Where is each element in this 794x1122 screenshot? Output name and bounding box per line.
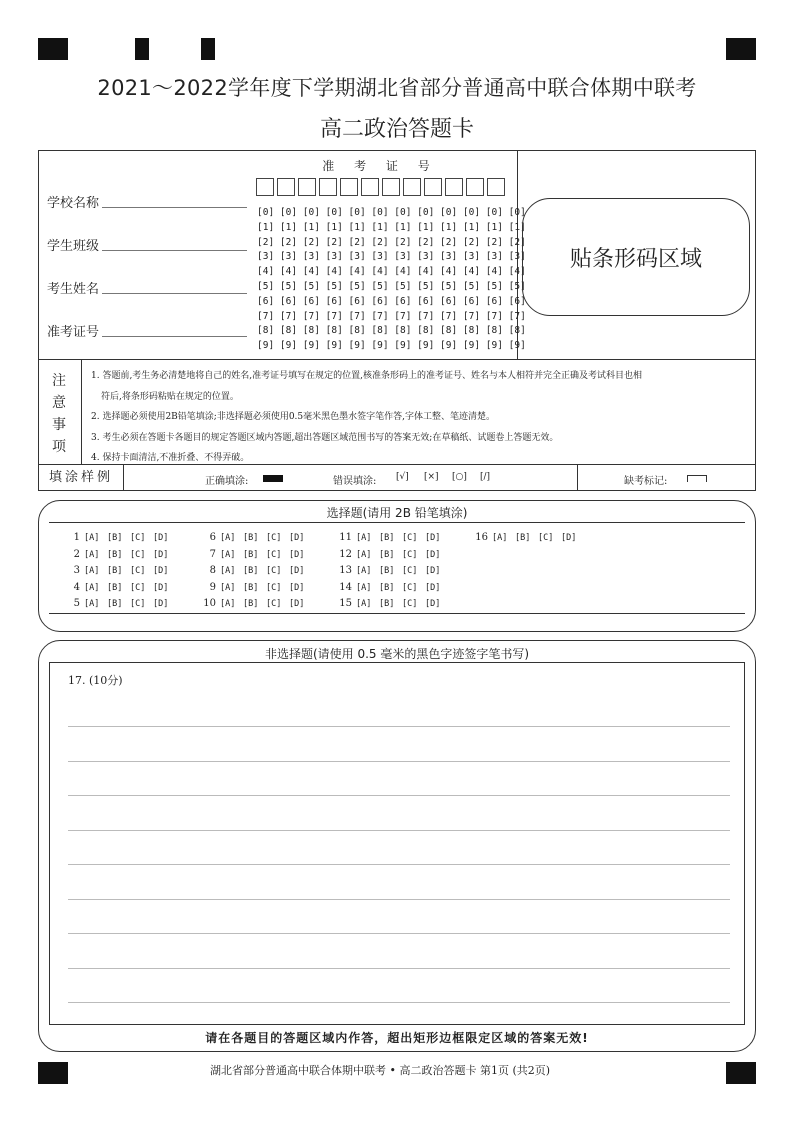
answer-bubble[interactable]: [C] — [538, 533, 554, 543]
absent-mark-label: 缺考标记: — [624, 476, 668, 487]
notice-item: 符后,将条形码粘贴在规定的位置。 — [101, 391, 239, 402]
answer-bubble[interactable]: [D] — [289, 533, 305, 543]
answer-bubble[interactable]: [D] — [153, 599, 169, 609]
answer-bubble[interactable]: [B] — [107, 533, 123, 543]
digit-bubble-row[interactable]: [2] [2] [2] [2] [2] [2] [2] [2] [2] [2] [2] [2] — [257, 236, 526, 248]
absent-mark-box[interactable] — [687, 475, 707, 482]
mcq-question[interactable] — [338, 530, 448, 547]
question-number: 10 — [203, 598, 216, 609]
answer-line[interactable] — [68, 968, 730, 969]
mcq-question[interactable] — [202, 547, 312, 564]
registration-mark — [135, 38, 149, 60]
answer-bubble[interactable]: [C] — [402, 533, 418, 543]
answer-bubble[interactable]: [A] — [84, 566, 100, 576]
answer-bubble[interactable]: [C] — [402, 582, 418, 593]
correct-fill-label: 正确填涂: — [205, 476, 249, 487]
answer-bubble[interactable]: [D] — [153, 582, 169, 593]
answer-bubble[interactable]: [C] — [402, 549, 418, 560]
answer-bubble[interactable]: [D] — [289, 549, 305, 560]
wrong-fill-sample: [×] — [424, 472, 439, 482]
answer-line[interactable] — [68, 726, 730, 727]
class-label: 学生班级 — [47, 239, 100, 254]
registration-mark — [38, 1062, 68, 1084]
answer-bubble[interactable]: [C] — [266, 533, 282, 543]
answer-bubble[interactable]: [B] — [107, 582, 123, 593]
sheet-title: 高二政治答题卡 — [319, 117, 474, 142]
answer-bubble[interactable]: [C] — [130, 549, 146, 560]
digit-bubble-row[interactable]: [9] [9] [9] [9] [9] [9] [9] [9] [9] [9] [9] [9] — [257, 340, 526, 352]
digit-bubble-row[interactable]: [1] [1] [1] [1] [1] [1] [1] [1] [1] [1] [1] [1] — [257, 221, 526, 233]
mcq-question[interactable] — [66, 580, 176, 597]
wrong-fill-sample: [○] — [452, 472, 467, 482]
answer-bubble[interactable]: [D] — [153, 549, 169, 560]
answer-bubble[interactable]: [B] — [107, 566, 123, 576]
answer-bubble[interactable]: [A] — [220, 582, 236, 593]
digit-bubble-row[interactable]: [4] [4] [4] [4] [4] [4] [4] [4] [4] [4] [4] [4] — [257, 266, 526, 278]
answer-bubble[interactable]: [A] — [220, 533, 236, 543]
answer-bubble[interactable]: [B] — [107, 549, 123, 560]
mcq-question[interactable] — [66, 596, 176, 613]
id-label: 准考证号 — [47, 325, 100, 340]
answer-line[interactable] — [68, 761, 730, 762]
question-17-label: 17. (10分) — [68, 674, 123, 687]
answer-bubble[interactable]: [C] — [402, 566, 418, 576]
answer-bubble[interactable]: [A] — [220, 599, 236, 609]
answer-bubble[interactable]: [D] — [289, 566, 305, 576]
answer-line[interactable] — [68, 830, 730, 831]
exam-number-cells[interactable] — [256, 178, 508, 196]
question-number: 2 — [73, 548, 80, 560]
answer-bubble[interactable]: [A] — [84, 549, 100, 560]
notice-item: 4. 保持卡面清洁,不准折叠、不得弄破。 — [91, 453, 250, 463]
question-number: 14 — [339, 581, 352, 593]
answer-bubble[interactable]: [C] — [130, 533, 146, 543]
notice-item: 3. 考生必须在答题卡各题目的规定答题区域内答题,超出答题区域范围书写的答案无效;在草稿纸、试题卷上答题无效。 — [91, 432, 559, 443]
mcq-question[interactable] — [66, 530, 176, 547]
wrong-fill-sample: [/] — [480, 472, 491, 482]
question-number: 5 — [73, 598, 80, 609]
answer-bubble[interactable]: [D] — [425, 549, 441, 560]
school-field[interactable] — [102, 207, 247, 208]
answer-bubble[interactable]: [D] — [425, 533, 441, 543]
barcode-area — [522, 198, 750, 316]
mcq-question[interactable] — [338, 596, 448, 613]
digit-bubble-row[interactable]: [6] [6] [6] [6] [6] [6] [6] [6] [6] [6] [6] [6] — [257, 295, 526, 307]
answer-bubble[interactable]: [C] — [402, 599, 418, 609]
digit-bubble-row[interactable]: [3] [3] [3] [3] [3] [3] [3] [3] [3] [3] [3] [3] — [257, 251, 526, 263]
answer-bubble[interactable]: [A] — [220, 549, 236, 560]
question-number: 12 — [339, 548, 352, 560]
answer-bubble[interactable]: [B] — [379, 582, 395, 593]
mcq-question[interactable] — [202, 563, 312, 580]
answer-bubble[interactable]: [C] — [266, 566, 282, 576]
mcq-column — [338, 530, 448, 613]
answer-bubble[interactable]: [B] — [107, 599, 123, 609]
answer-bubble[interactable]: [D] — [425, 566, 441, 576]
question-number: 9 — [209, 581, 216, 593]
answer-line[interactable] — [68, 1002, 730, 1003]
answer-bubble[interactable]: [A] — [84, 599, 100, 609]
question-number: 11 — [339, 532, 352, 543]
digit-bubble-row[interactable]: [5] [5] [5] [5] [5] [5] [5] [5] [5] [5] [5] [5] — [257, 280, 526, 292]
name-label: 考生姓名 — [47, 282, 100, 297]
answer-bubble[interactable]: [B] — [379, 533, 395, 543]
answer-bubble[interactable]: [B] — [243, 549, 259, 560]
mcq-question[interactable] — [66, 563, 176, 580]
answer-bubble[interactable]: [C] — [130, 599, 146, 609]
question-number: 8 — [209, 565, 216, 576]
registration-mark — [726, 1062, 756, 1084]
answer-bubble[interactable]: [A] — [220, 566, 236, 576]
exam-title: 2021～2022学年度下学期湖北省部分普通高中联合体期中联考 — [97, 76, 697, 100]
answer-bubble[interactable]: [B] — [379, 549, 395, 560]
question-number: 15 — [339, 598, 352, 609]
answer-bubble[interactable]: [B] — [243, 566, 259, 576]
notice-text — [91, 366, 751, 469]
mcq-question[interactable] — [338, 580, 448, 597]
digit-bubble-row[interactable]: [7] [7] [7] [7] [7] [7] [7] [7] [7] [7] [7] [7] — [257, 310, 526, 322]
question-number: 3 — [73, 565, 80, 576]
question-number: 6 — [209, 532, 216, 543]
essay-section — [38, 640, 756, 1052]
answer-bubble[interactable]: [A] — [356, 599, 372, 609]
mcq-column — [66, 530, 176, 613]
mcq-question[interactable] — [338, 547, 448, 564]
answer-bubble[interactable]: [D] — [289, 582, 305, 593]
answer-line[interactable] — [68, 795, 730, 796]
answer-bubble[interactable]: [B] — [379, 599, 395, 609]
answer-line[interactable] — [68, 933, 730, 934]
id-field[interactable] — [102, 336, 247, 337]
boundary-warning: 请在各题目的答题区域内作答，超出矩形边框限定区域的答案无效! — [205, 1031, 589, 1045]
mcq-column — [202, 530, 312, 613]
wrong-fill-sample: [√] — [396, 472, 409, 482]
answer-bubble[interactable]: [A] — [356, 549, 372, 560]
page-footer: 湖北省部分普通高中联合体期中联考 • 高二政治答题卡 第1页 (共2页) — [210, 1064, 551, 1077]
answer-bubble[interactable]: [C] — [266, 582, 282, 593]
notice-heading: 注 意 事 项 — [39, 360, 82, 464]
fill-sample-heading: 填涂样例 — [39, 465, 124, 490]
answer-bubble[interactable]: [A] — [492, 533, 508, 543]
answer-bubble[interactable]: [C] — [130, 582, 146, 593]
registration-mark — [201, 38, 215, 60]
school-label: 学校名称 — [47, 196, 100, 211]
name-field[interactable] — [102, 293, 247, 294]
answer-bubble[interactable]: [D] — [289, 599, 305, 609]
question-number: 4 — [73, 581, 80, 593]
answer-bubble[interactable]: [C] — [266, 549, 282, 560]
answer-line[interactable] — [68, 864, 730, 865]
question-number: 13 — [339, 565, 352, 576]
answer-bubble[interactable]: [B] — [243, 533, 259, 543]
answer-line[interactable] — [68, 899, 730, 900]
answer-bubble[interactable]: [D] — [425, 599, 441, 609]
answer-bubble[interactable]: [C] — [266, 599, 282, 609]
mcq-question[interactable] — [474, 530, 584, 547]
answer-bubble[interactable]: [B] — [243, 599, 259, 609]
mcq-question[interactable] — [202, 530, 312, 547]
answer-bubble[interactable]: [C] — [130, 566, 146, 576]
answer-bubble[interactable]: [A] — [356, 566, 372, 576]
answer-bubble[interactable]: [D] — [425, 582, 441, 593]
mcq-question[interactable] — [202, 580, 312, 597]
fill-sample-row — [38, 464, 756, 491]
answer-bubble[interactable]: [B] — [379, 566, 395, 576]
correct-fill-sample — [263, 475, 283, 482]
answer-bubble[interactable]: [A] — [84, 533, 100, 543]
notice-item: 1. 答题前,考生务必清楚地将自己的姓名,准考证号填写在规定的位置,核准条形码上的准考证号、姓名与本人相符并完全正确及考试科目也相 — [91, 371, 643, 381]
registration-mark — [726, 38, 756, 60]
question-number: 7 — [209, 548, 216, 560]
notice-box — [38, 359, 756, 465]
class-field[interactable] — [102, 250, 247, 251]
answer-bubble[interactable]: [D] — [153, 533, 169, 543]
digit-bubble-row[interactable]: [8] [8] [8] [8] [8] [8] [8] [8] [8] [8] [8] [8] — [257, 325, 526, 337]
mcq-title: 选择题(请用 2B 铅笔填涂) — [326, 506, 468, 520]
mcq-question[interactable] — [66, 547, 176, 564]
answer-bubble[interactable]: [D] — [561, 533, 577, 543]
answer-bubble[interactable]: [A] — [84, 582, 100, 593]
answer-bubble[interactable]: [A] — [356, 533, 372, 543]
question-number: 1 — [73, 532, 80, 543]
answer-bubble[interactable]: [B] — [243, 582, 259, 593]
answer-bubble[interactable]: [A] — [356, 582, 372, 593]
barcode-label: 贴条形码区域 — [569, 246, 702, 272]
question-number: 16 — [475, 532, 488, 543]
exam-number-bubbles[interactable] — [257, 206, 526, 354]
answer-bubble[interactable]: [D] — [153, 566, 169, 576]
registration-mark — [38, 38, 68, 60]
mcq-column — [474, 530, 584, 547]
wrong-fill-label: 错误填涂: — [333, 476, 377, 487]
digit-bubble-row[interactable]: [0] [0] [0] [0] [0] [0] [0] [0] [0] [0] [0] [0] — [257, 207, 526, 218]
exam-number-title: 准 考 证 号 — [322, 159, 438, 173]
mcq-question[interactable] — [202, 596, 312, 613]
mcq-question[interactable] — [338, 563, 448, 580]
notice-item: 2. 选择题必须使用2B铅笔填涂;非选择题必须使用0.5毫米黑色墨水签字笔作答,字体工整、笔迹清楚。 — [91, 412, 495, 422]
essay-title: 非选择题(请使用 0.5 毫米的黑色字迹签字笔书写) — [264, 647, 530, 661]
answer-bubble[interactable]: [B] — [515, 533, 531, 543]
